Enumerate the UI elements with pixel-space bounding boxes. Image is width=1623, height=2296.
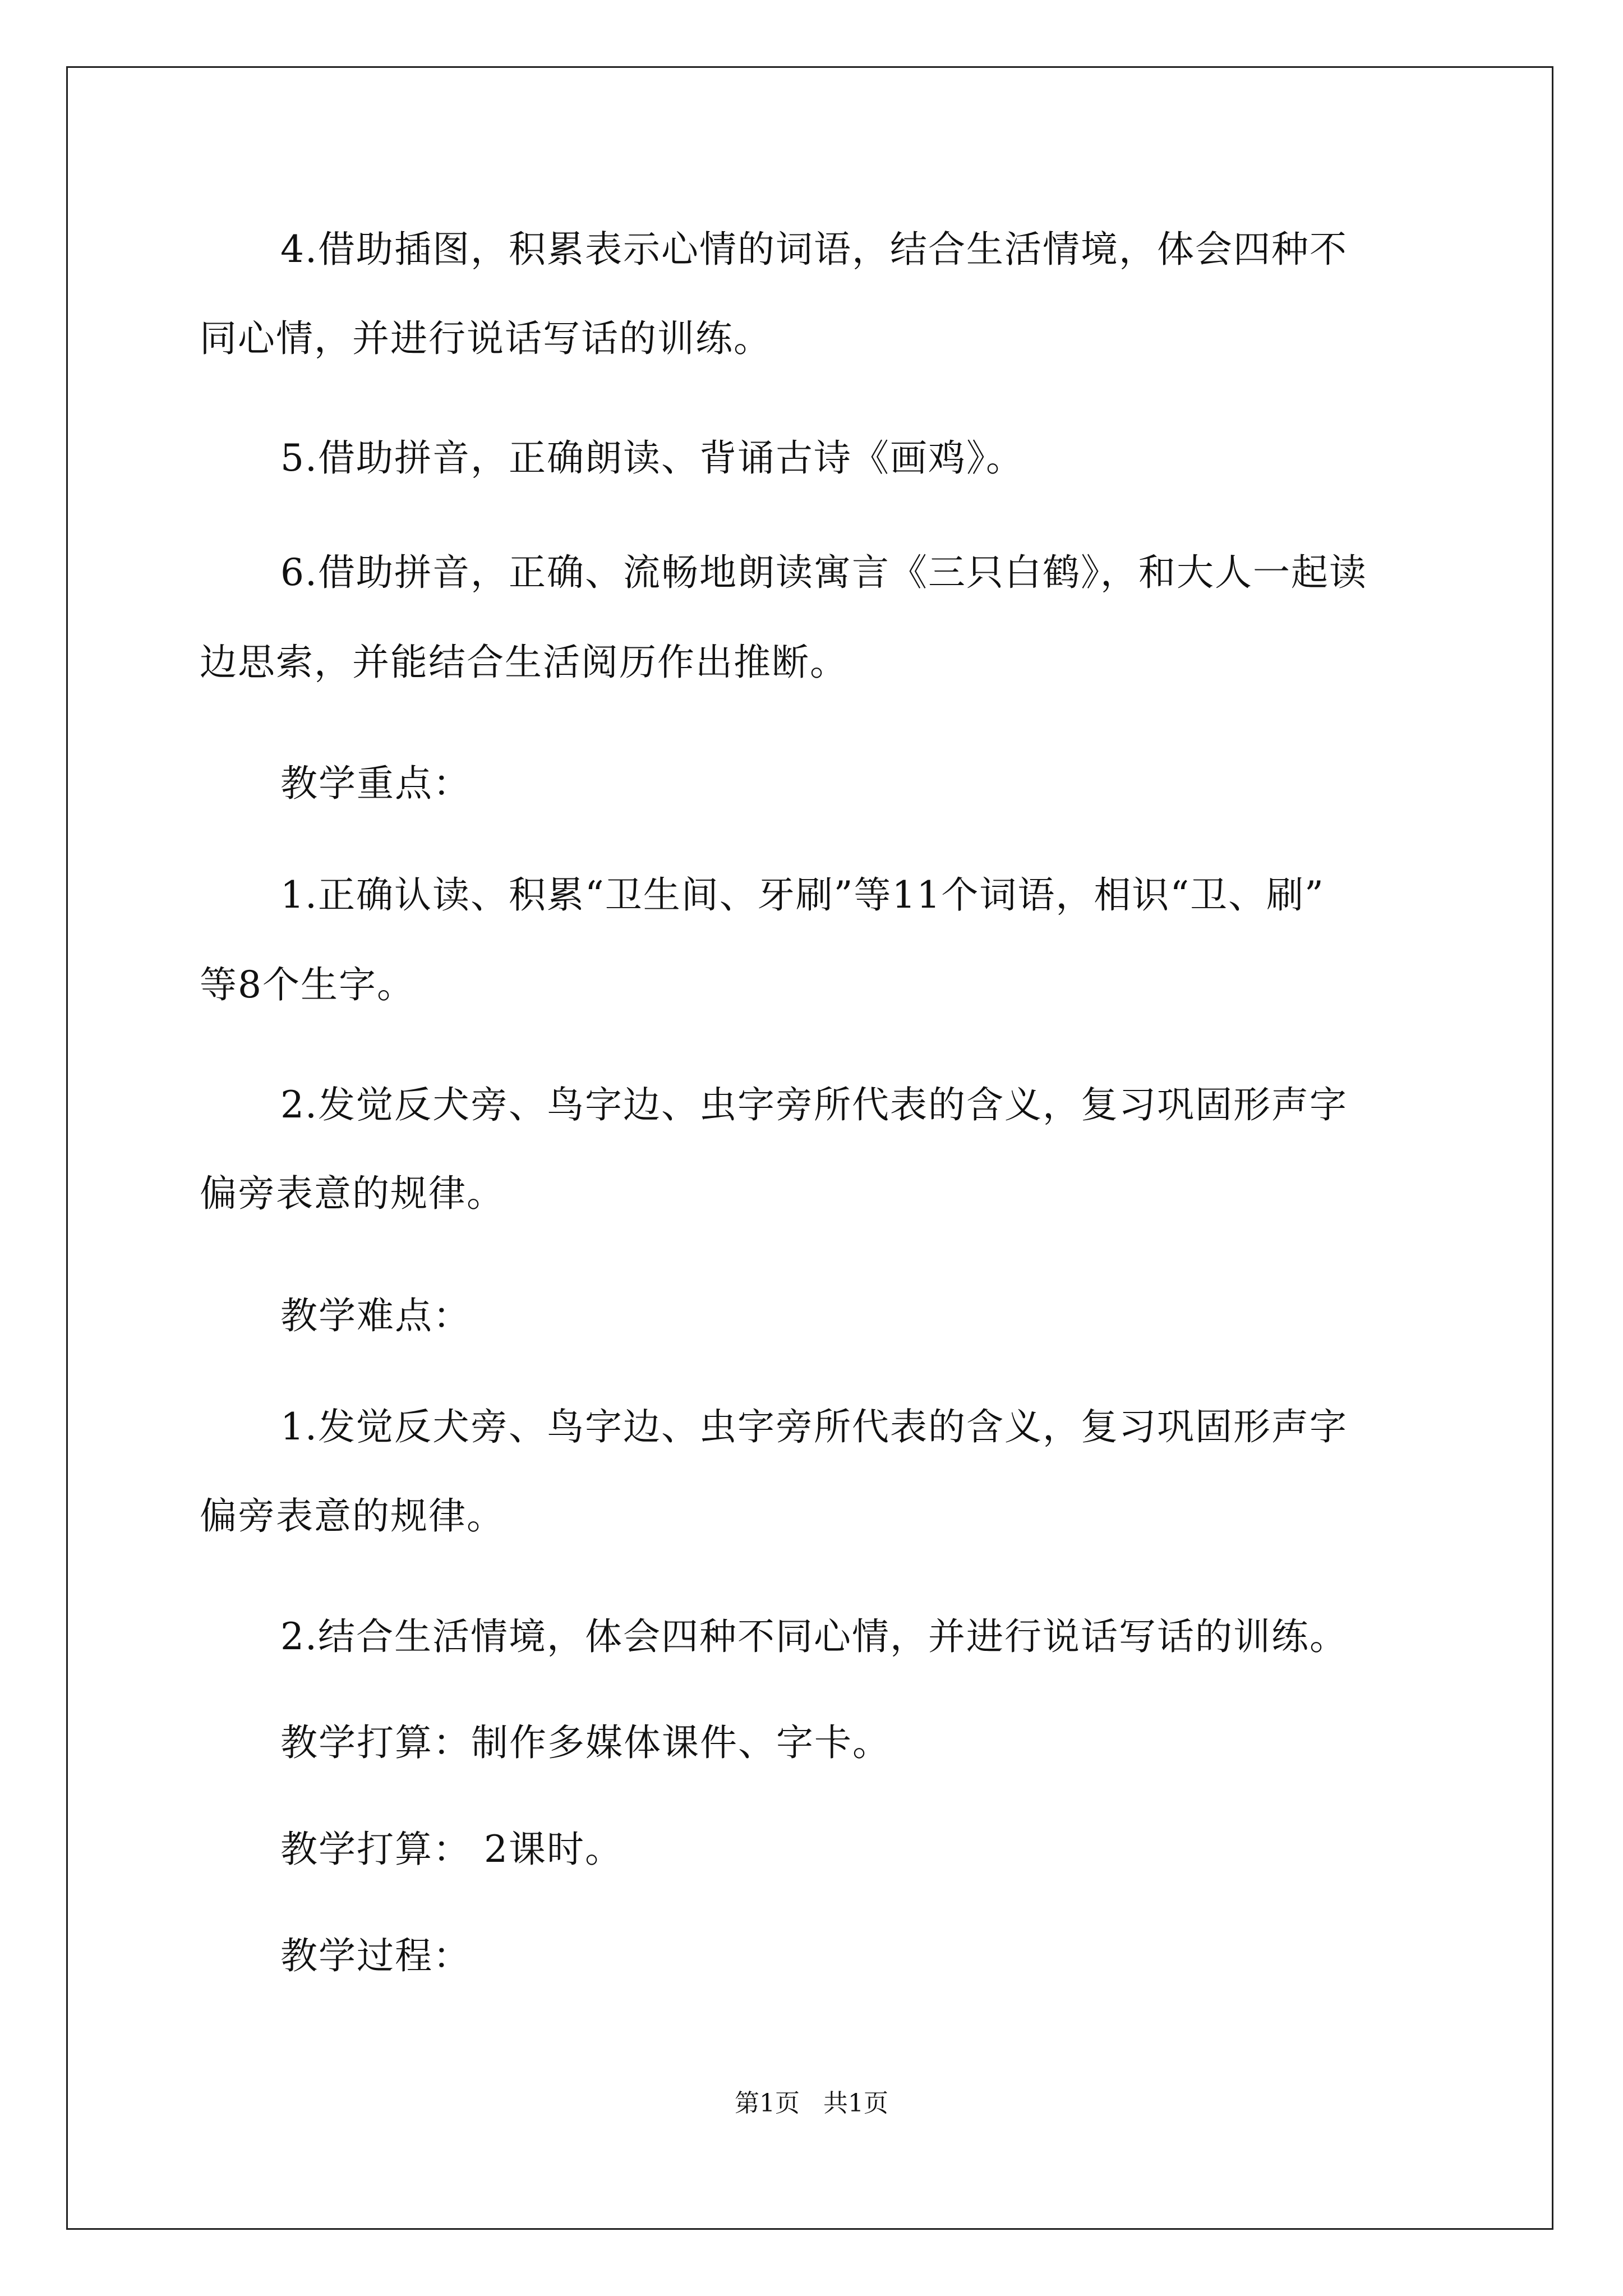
paragraph-line: 2.发觉反犬旁、鸟字边、虫字旁所代表的含义，复习巩固形声字	[280, 1083, 1348, 1126]
paragraph-line: 边思索，并能结合生活阅历作出推断。	[200, 641, 848, 684]
paragraph-line: 5.借助拼音，正确朗读、背诵古诗《画鸡》。	[280, 436, 1024, 480]
paragraph-line: 6.借助拼音，正确、流畅地朗读寓言《三只白鹤》，和大人一起读	[280, 551, 1367, 594]
paragraph-line: 等8个生字。	[200, 963, 415, 1006]
paragraph-line: 偏旁表意的规律。	[200, 1172, 505, 1215]
paragraph-line: 2.结合生活情境，体会四种不同心情，并进行说话写话的训练。	[280, 1615, 1348, 1658]
section-heading: 教学过程：	[280, 1934, 471, 1977]
paragraph-line: 教学打算：制作多媒体课件、字卡。	[280, 1721, 891, 1764]
paragraph-line: 同心情，并进行说话写话的训练。	[200, 317, 772, 360]
paragraph-line: 4.借助插图，积累表示心情的词语，结合生活情境，体会四种不	[280, 228, 1348, 271]
paragraph-line: 1.发觉反犬旁、鸟字边、虫字旁所代表的含义，复习巩固形声字	[280, 1405, 1348, 1448]
paragraph-line: 教学打算： 2课时。	[280, 1828, 623, 1871]
page-border	[66, 66, 1553, 2230]
paragraph-line: 1.正确认读、积累“卫生间、牙刷”等11个词语，相识“卫、刷”	[280, 873, 1325, 917]
section-heading: 教学重点：	[280, 762, 471, 805]
page-footer: 第1页 共1页	[735, 2089, 888, 2118]
paragraph-line: 偏旁表意的规律。	[200, 1494, 505, 1538]
section-heading: 教学难点：	[280, 1294, 471, 1337]
